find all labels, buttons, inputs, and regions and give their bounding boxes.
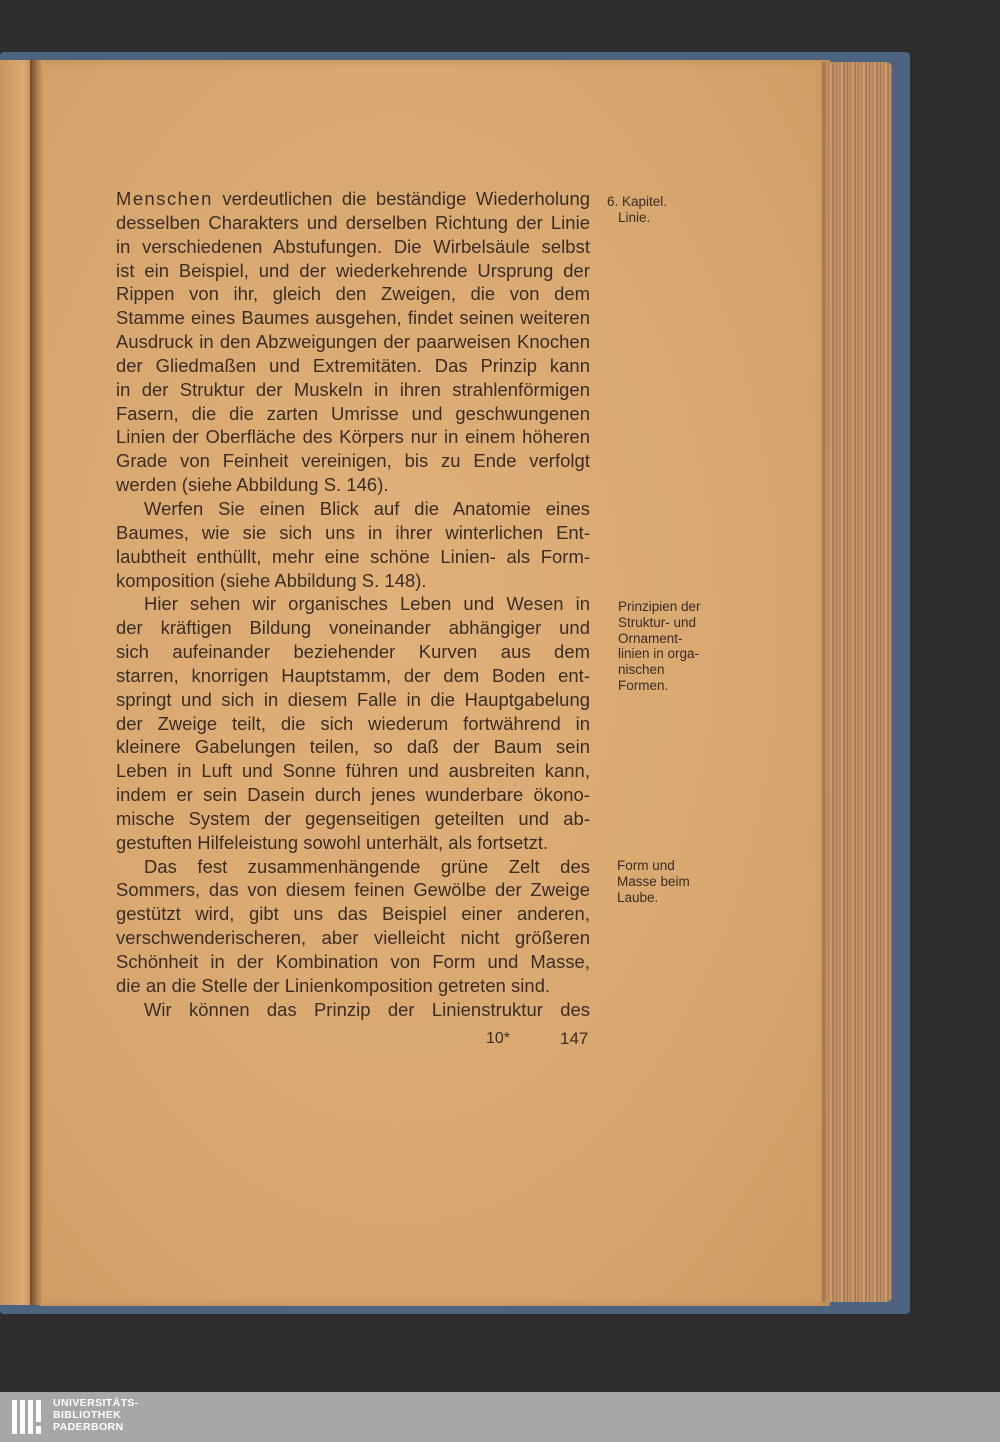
body-line: Hier sehen wir organisches Leben und Wesen in: [144, 593, 590, 615]
body-line: gestützt wird, gibt uns das Beispiel einer anderen,: [116, 903, 590, 925]
margin-note-line: Struktur- und: [618, 614, 697, 630]
body-line: verschwenderischeren, aber vielleicht nicht größeren: [116, 927, 590, 949]
body-line: [116, 187, 590, 211]
margin-note-line: 6. Kapitel.: [607, 194, 668, 209]
margin-note-principles: [618, 599, 738, 694]
body-line: Rippen von ihr, gleich den Zweigen, die von dem: [116, 283, 590, 305]
signature-mark: 10*: [486, 1030, 511, 1047]
margin-note-line: Linie.: [618, 209, 651, 225]
body-line: komposition (siehe Abbildung S. 148).: [116, 569, 427, 591]
library-name-line: PADERBORN: [53, 1421, 124, 1433]
library-name: [53, 1397, 139, 1433]
body-line: indem er sein Dasein durch jenes wunderbare ökono-: [116, 784, 590, 806]
margin-note-line: Laube.: [617, 889, 659, 905]
body-line: der Gliedmaßen und Extremitäten. Das Prinzip kann: [116, 354, 590, 376]
left-page-edge: [0, 60, 34, 1305]
page-stack-edges: [826, 62, 892, 1302]
body-line: Stamme eines Baumes ausgehen, findet seinen weiteren: [116, 307, 590, 329]
body-line: Grade von Feinheit vereinigen, bis zu Ende verfolgt: [116, 450, 590, 472]
body-line: mische System der gegenseitigen geteilten und ab-: [116, 807, 590, 829]
body-line-text: verdeutlichen die beständige Wiederholung: [222, 188, 590, 209]
body-line: Leben in Luft und Sonne führen und ausbreiten kann,: [116, 760, 590, 782]
body-line: Das fest zusammenhängende grüne Zelt des: [144, 855, 590, 877]
body-line: sich aufeinander beziehender Kurven aus dem: [116, 641, 590, 663]
body-line: kleinere Gabelungen teilen, so daß der Baum sein: [116, 736, 590, 758]
body-line: Fasern, die die zarten Umrisse und geschwungenen: [116, 402, 590, 424]
body-line: gestuften Hilfeleistung sowohl unterhält, als fortsetzt.: [116, 831, 549, 853]
margin-note-line: nischen: [618, 662, 665, 678]
body-line: Baumes, wie sie sich uns in ihrer winterlichen Ent-: [116, 521, 590, 543]
margin-note-chapter: [607, 194, 727, 226]
library-name-line: UNIVERSITÄTS-: [53, 1397, 139, 1409]
margin-note-line: Formen.: [618, 677, 669, 693]
body-line: der kräftigen Bildung voneinander abhängiger und: [116, 617, 590, 639]
library-name-line: BIBLIOTHEK: [53, 1409, 122, 1421]
body-line: der Zweige teilt, die sich wiederum fortwährend in: [116, 712, 590, 734]
body-line: Wir können das Prinzip der Linienstruktur des: [144, 998, 590, 1020]
margin-note-line: Ornament-: [618, 630, 683, 646]
body-line: starren, knorrigen Hauptstamm, der dem Boden ent-: [116, 664, 590, 686]
body-line: springt und sich in diesem Falle in die Hauptgabelung: [116, 688, 590, 710]
body-line: Sommers, das von diesem feinen Gewölbe der Zweige: [116, 879, 590, 901]
body-line: ist ein Beispiel, und der wiederkehrende Ursprung der: [116, 259, 590, 281]
page-number: 147: [560, 1029, 589, 1048]
page-gutter: [30, 60, 44, 1305]
margin-note-line: Prinzipien der: [618, 599, 701, 614]
body-line: laubtheit enthüllt, mehr eine schöne Linien- als Form-: [116, 545, 590, 567]
body-line: desselben Charakters und derselben Richtung der Linie: [116, 211, 590, 233]
body-line: Werfen Sie einen Blick auf die Anatomie eines: [144, 497, 590, 519]
margin-note-form-mass: [617, 858, 737, 905]
body-line: werden (siehe Abbildung S. 146).: [116, 474, 389, 496]
spaced-lead-word: Menschen: [116, 188, 213, 209]
body-line: Ausdruck in den Abzweigungen der paarweisen Knochen: [116, 331, 590, 353]
body-line: die an die Stelle der Linienkomposition getreten sind.: [116, 974, 551, 996]
body-line: in der Struktur der Muskeln in ihren strahlenförmigen: [116, 378, 590, 400]
margin-note-line: linien in orga-: [618, 646, 700, 662]
margin-note-line: Masse beim: [617, 873, 690, 889]
margin-note-line: Form und: [617, 858, 675, 873]
body-line: in verschiedenen Abstufungen. Die Wirbelsäule selbst: [116, 235, 590, 257]
body-text: [116, 187, 590, 1022]
library-logo-icon: [12, 1398, 46, 1436]
library-footer: [0, 1392, 1000, 1442]
body-line: Linien der Oberfläche des Körpers nur in einem höheren: [116, 426, 590, 448]
body-line: Schönheit in der Kombination von Form und Masse,: [116, 951, 590, 972]
